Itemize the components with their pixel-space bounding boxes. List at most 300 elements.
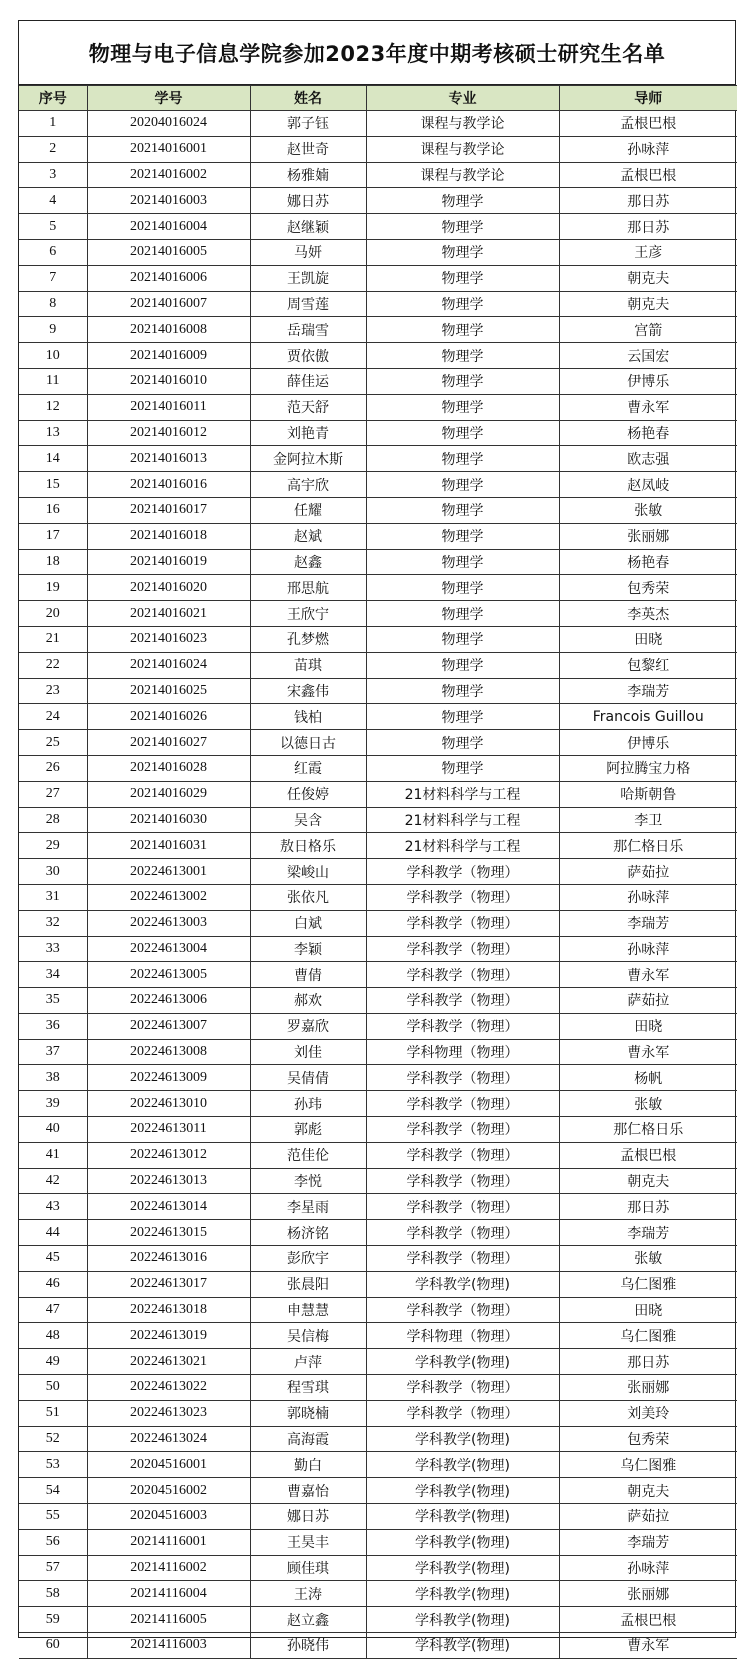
- cell-student-id: 20214016004: [87, 214, 250, 240]
- cell-advisor: 杨艳春: [559, 549, 737, 575]
- cell-student-id: 20224613019: [87, 1323, 250, 1349]
- cell-index: 18: [19, 549, 87, 575]
- cell-name: 金阿拉木斯: [250, 446, 366, 472]
- cell-major: 课程与教学论: [366, 162, 559, 188]
- cell-name: 任耀: [250, 497, 366, 523]
- cell-name: 薛佳运: [250, 368, 366, 394]
- cell-name: 任俊婷: [250, 781, 366, 807]
- table-row: [19, 1065, 737, 1091]
- cell-advisor: 萨茹拉: [559, 859, 737, 885]
- cell-student-id: 20214116002: [87, 1555, 250, 1581]
- table-row: [19, 1349, 737, 1375]
- cell-major: 学科教学（物理）: [366, 1400, 559, 1426]
- cell-advisor: 包黎红: [559, 652, 737, 678]
- cell-major: 物理学: [366, 291, 559, 317]
- cell-student-id: 20204516002: [87, 1478, 250, 1504]
- cell-name: 张晨阳: [250, 1271, 366, 1297]
- table-row: [19, 214, 737, 240]
- cell-student-id: 20224613002: [87, 884, 250, 910]
- table-row: [19, 704, 737, 730]
- cell-major: 学科教学(物理): [366, 1349, 559, 1375]
- table-row: [19, 1091, 737, 1117]
- table-row: [19, 1607, 737, 1633]
- cell-index: 32: [19, 910, 87, 936]
- cell-index: 45: [19, 1246, 87, 1272]
- cell-major: 学科教学(物理): [366, 1426, 559, 1452]
- cell-index: 12: [19, 394, 87, 420]
- cell-advisor: 李瑞芳: [559, 910, 737, 936]
- cell-index: 54: [19, 1478, 87, 1504]
- cell-name: 吴含: [250, 807, 366, 833]
- cell-index: 41: [19, 1142, 87, 1168]
- cell-name: 张依凡: [250, 884, 366, 910]
- cell-name: 红霞: [250, 755, 366, 781]
- cell-name: 卢萍: [250, 1349, 366, 1375]
- cell-major: 学科教学（物理）: [366, 910, 559, 936]
- cell-index: 6: [19, 239, 87, 265]
- cell-major: 物理学: [366, 265, 559, 291]
- cell-student-id: 20224613012: [87, 1142, 250, 1168]
- cell-advisor: 张敏: [559, 1091, 737, 1117]
- table-row: [19, 601, 737, 627]
- cell-index: 7: [19, 265, 87, 291]
- cell-student-id: 20214016005: [87, 239, 250, 265]
- cell-advisor: 李卫: [559, 807, 737, 833]
- cell-name: 彭欣宇: [250, 1246, 366, 1272]
- cell-name: 李悦: [250, 1168, 366, 1194]
- cell-index: 47: [19, 1297, 87, 1323]
- cell-name: 王凯旋: [250, 265, 366, 291]
- table-row: [19, 1375, 737, 1401]
- cell-advisor: 张丽娜: [559, 1581, 737, 1607]
- cell-advisor: 朝克夫: [559, 1478, 737, 1504]
- table-row: [19, 497, 737, 523]
- cell-student-id: 20224613018: [87, 1297, 250, 1323]
- cell-index: 55: [19, 1504, 87, 1530]
- cell-student-id: 20214016021: [87, 601, 250, 627]
- cell-index: 2: [19, 136, 87, 162]
- cell-student-id: 20214016001: [87, 136, 250, 162]
- cell-major: 物理学: [366, 343, 559, 369]
- table-row: [19, 1194, 737, 1220]
- cell-student-id: 20214016023: [87, 626, 250, 652]
- header-advisor: 导师: [559, 86, 737, 111]
- cell-student-id: 20224613008: [87, 1039, 250, 1065]
- cell-advisor: Francois Guillou: [559, 704, 737, 730]
- cell-name: 钱柏: [250, 704, 366, 730]
- cell-index: 34: [19, 962, 87, 988]
- cell-advisor: 朝克夫: [559, 1168, 737, 1194]
- cell-index: 33: [19, 936, 87, 962]
- table-row: [19, 523, 737, 549]
- table-row: [19, 136, 737, 162]
- cell-advisor: 孙咏萍: [559, 884, 737, 910]
- cell-index: 22: [19, 652, 87, 678]
- cell-index: 30: [19, 859, 87, 885]
- cell-advisor: 那日苏: [559, 1194, 737, 1220]
- cell-student-id: 20214016018: [87, 523, 250, 549]
- cell-name: 贾依傲: [250, 343, 366, 369]
- cell-name: 娜日苏: [250, 188, 366, 214]
- header-name: 姓名: [250, 86, 366, 111]
- table-row: [19, 1039, 737, 1065]
- cell-major: 学科教学(物理): [366, 1633, 559, 1659]
- table-row: [19, 188, 737, 214]
- cell-student-id: 20224613021: [87, 1349, 250, 1375]
- table-row: [19, 575, 737, 601]
- cell-index: 16: [19, 497, 87, 523]
- cell-major: 学科教学(物理): [366, 1581, 559, 1607]
- table-row: [19, 1478, 737, 1504]
- cell-name: 孔梦燃: [250, 626, 366, 652]
- cell-name: 李颖: [250, 936, 366, 962]
- cell-major: 学科教学(物理): [366, 1478, 559, 1504]
- cell-advisor: 孙咏萍: [559, 936, 737, 962]
- cell-advisor: 包秀荣: [559, 1426, 737, 1452]
- table-row: [19, 755, 737, 781]
- cell-index: 8: [19, 291, 87, 317]
- cell-advisor: 田晓: [559, 626, 737, 652]
- cell-index: 42: [19, 1168, 87, 1194]
- table-row: [19, 678, 737, 704]
- table-row: [19, 1013, 737, 1039]
- table-row: [19, 394, 737, 420]
- cell-advisor: 那日苏: [559, 1349, 737, 1375]
- cell-advisor: 乌仁图雅: [559, 1452, 737, 1478]
- cell-name: 周雪莲: [250, 291, 366, 317]
- cell-advisor: 孟根巴根: [559, 111, 737, 137]
- table-row: [19, 291, 737, 317]
- table-row: [19, 446, 737, 472]
- cell-advisor: 孟根巴根: [559, 162, 737, 188]
- cell-name: 申慧慧: [250, 1297, 366, 1323]
- cell-name: 杨雅婻: [250, 162, 366, 188]
- cell-major: 物理学: [366, 239, 559, 265]
- cell-advisor: 朝克夫: [559, 291, 737, 317]
- document-title: 物理与电子信息学院参加2023年度中期考核硕士研究生名单: [19, 21, 735, 85]
- cell-advisor: 杨艳春: [559, 420, 737, 446]
- cell-major: 物理学: [366, 188, 559, 214]
- cell-major: 学科教学（物理）: [366, 1297, 559, 1323]
- table-row: [19, 111, 737, 137]
- cell-student-id: 20214116003: [87, 1633, 250, 1659]
- cell-student-id: 20224613010: [87, 1091, 250, 1117]
- cell-student-id: 20214016025: [87, 678, 250, 704]
- cell-advisor: 李英杰: [559, 601, 737, 627]
- cell-student-id: 20214016010: [87, 368, 250, 394]
- cell-student-id: 20224613013: [87, 1168, 250, 1194]
- cell-advisor: 那仁格日乐: [559, 833, 737, 859]
- cell-index: 14: [19, 446, 87, 472]
- cell-index: 5: [19, 214, 87, 240]
- cell-name: 孙晓伟: [250, 1633, 366, 1659]
- cell-student-id: 20214116005: [87, 1607, 250, 1633]
- cell-index: 1: [19, 111, 87, 137]
- cell-student-id: 20214016024: [87, 652, 250, 678]
- table-row: [19, 420, 737, 446]
- cell-name: 吴倩倩: [250, 1065, 366, 1091]
- cell-index: 60: [19, 1633, 87, 1659]
- cell-index: 29: [19, 833, 87, 859]
- table-row: [19, 472, 737, 498]
- table-row: [19, 859, 737, 885]
- cell-advisor: 张敏: [559, 497, 737, 523]
- cell-advisor: 伊博乐: [559, 730, 737, 756]
- cell-major: 物理学: [366, 549, 559, 575]
- cell-name: 李星雨: [250, 1194, 366, 1220]
- cell-name: 马妍: [250, 239, 366, 265]
- cell-student-id: 20224613023: [87, 1400, 250, 1426]
- cell-name: 以德日古: [250, 730, 366, 756]
- table-row: [19, 1452, 737, 1478]
- cell-advisor: 萨茹拉: [559, 1504, 737, 1530]
- cell-index: 13: [19, 420, 87, 446]
- cell-major: 21材料科学与工程: [366, 833, 559, 859]
- cell-index: 57: [19, 1555, 87, 1581]
- cell-name: 岳瑞雪: [250, 317, 366, 343]
- cell-major: 学科教学（物理）: [366, 988, 559, 1014]
- table-row: [19, 549, 737, 575]
- cell-student-id: 20224613003: [87, 910, 250, 936]
- cell-name: 邢思航: [250, 575, 366, 601]
- table-row: [19, 1168, 737, 1194]
- cell-major: 21材料科学与工程: [366, 781, 559, 807]
- cell-student-id: 20214016026: [87, 704, 250, 730]
- cell-student-id: 20224613009: [87, 1065, 250, 1091]
- cell-major: 学科物理（物理）: [366, 1323, 559, 1349]
- cell-advisor: 云国宏: [559, 343, 737, 369]
- cell-index: 51: [19, 1400, 87, 1426]
- cell-student-id: 20224613007: [87, 1013, 250, 1039]
- cell-advisor: 欧志强: [559, 446, 737, 472]
- cell-advisor: 李瑞芳: [559, 1529, 737, 1555]
- cell-major: 物理学: [366, 601, 559, 627]
- cell-advisor: 那日苏: [559, 188, 737, 214]
- cell-name: 吴信梅: [250, 1323, 366, 1349]
- cell-advisor: 赵凤岐: [559, 472, 737, 498]
- cell-name: 顾佳琪: [250, 1555, 366, 1581]
- cell-name: 敖日格乐: [250, 833, 366, 859]
- cell-index: 11: [19, 368, 87, 394]
- cell-advisor: 曹永军: [559, 394, 737, 420]
- cell-index: 26: [19, 755, 87, 781]
- cell-advisor: 田晓: [559, 1013, 737, 1039]
- table-row: [19, 884, 737, 910]
- cell-name: 赵世奇: [250, 136, 366, 162]
- cell-name: 娜日苏: [250, 1504, 366, 1530]
- cell-student-id: 20224613001: [87, 859, 250, 885]
- cell-major: 物理学: [366, 575, 559, 601]
- cell-student-id: 20214016008: [87, 317, 250, 343]
- cell-advisor: 包秀荣: [559, 575, 737, 601]
- cell-student-id: 20214016013: [87, 446, 250, 472]
- table-row: [19, 730, 737, 756]
- cell-advisor: 阿拉腾宝力格: [559, 755, 737, 781]
- cell-index: 50: [19, 1375, 87, 1401]
- cell-index: 15: [19, 472, 87, 498]
- cell-name: 曹嘉怡: [250, 1478, 366, 1504]
- cell-index: 35: [19, 988, 87, 1014]
- table-row: [19, 317, 737, 343]
- cell-student-id: 20214016006: [87, 265, 250, 291]
- cell-index: 58: [19, 1581, 87, 1607]
- cell-major: 物理学: [366, 446, 559, 472]
- cell-index: 28: [19, 807, 87, 833]
- cell-student-id: 20214016027: [87, 730, 250, 756]
- table-row: [19, 1297, 737, 1323]
- cell-index: 53: [19, 1452, 87, 1478]
- cell-major: 21材料科学与工程: [366, 807, 559, 833]
- cell-student-id: 20214016007: [87, 291, 250, 317]
- cell-major: 学科教学（物理）: [366, 1220, 559, 1246]
- cell-name: 高海霞: [250, 1426, 366, 1452]
- cell-student-id: 20224613014: [87, 1194, 250, 1220]
- cell-major: 物理学: [366, 626, 559, 652]
- header-student-id: 学号: [87, 86, 250, 111]
- cell-major: 学科教学（物理）: [366, 1246, 559, 1272]
- cell-advisor: 张丽娜: [559, 1375, 737, 1401]
- cell-index: 31: [19, 884, 87, 910]
- cell-major: 课程与教学论: [366, 111, 559, 137]
- cell-name: 高宇欣: [250, 472, 366, 498]
- cell-advisor: 孙咏萍: [559, 136, 737, 162]
- cell-advisor: 曹永军: [559, 962, 737, 988]
- cell-name: 郭子钰: [250, 111, 366, 137]
- table-row: [19, 162, 737, 188]
- table-row: [19, 1246, 737, 1272]
- cell-student-id: 20214116001: [87, 1529, 250, 1555]
- cell-major: 学科教学（物理）: [366, 1091, 559, 1117]
- cell-index: 4: [19, 188, 87, 214]
- cell-advisor: 张丽娜: [559, 523, 737, 549]
- cell-advisor: 伊博乐: [559, 368, 737, 394]
- cell-advisor: 孙咏萍: [559, 1555, 737, 1581]
- table-row: [19, 988, 737, 1014]
- cell-advisor: 宫箭: [559, 317, 737, 343]
- cell-major: 学科教学（物理）: [366, 1375, 559, 1401]
- table-row: [19, 936, 737, 962]
- table-row: [19, 1555, 737, 1581]
- cell-index: 43: [19, 1194, 87, 1220]
- cell-major: 学科教学(物理): [366, 1271, 559, 1297]
- cell-advisor: 张敏: [559, 1246, 737, 1272]
- cell-major: 物理学: [366, 214, 559, 240]
- cell-index: 10: [19, 343, 87, 369]
- cell-advisor: 朝克夫: [559, 265, 737, 291]
- cell-name: 孙玮: [250, 1091, 366, 1117]
- table-row: [19, 781, 737, 807]
- table-row: [19, 626, 737, 652]
- student-table: [19, 85, 737, 1659]
- cell-student-id: 20214016030: [87, 807, 250, 833]
- cell-index: 39: [19, 1091, 87, 1117]
- cell-name: 罗嘉欣: [250, 1013, 366, 1039]
- cell-student-id: 20214016002: [87, 162, 250, 188]
- cell-student-id: 20224613016: [87, 1246, 250, 1272]
- cell-advisor: 哈斯朝鲁: [559, 781, 737, 807]
- cell-name: 曹倩: [250, 962, 366, 988]
- cell-index: 44: [19, 1220, 87, 1246]
- table-row: [19, 1323, 737, 1349]
- cell-student-id: 20224613011: [87, 1117, 250, 1143]
- cell-student-id: 20214016031: [87, 833, 250, 859]
- table-header-row: [19, 86, 737, 111]
- cell-advisor: 王彦: [559, 239, 737, 265]
- cell-name: 程雪琪: [250, 1375, 366, 1401]
- cell-advisor: 乌仁图雅: [559, 1271, 737, 1297]
- table-row: [19, 1633, 737, 1659]
- cell-student-id: 20224613024: [87, 1426, 250, 1452]
- cell-index: 59: [19, 1607, 87, 1633]
- cell-major: 学科教学(物理): [366, 1607, 559, 1633]
- cell-name: 白斌: [250, 910, 366, 936]
- cell-student-id: 20224613022: [87, 1375, 250, 1401]
- table-row: [19, 239, 737, 265]
- cell-student-id: 20214016011: [87, 394, 250, 420]
- cell-student-id: 20214016012: [87, 420, 250, 446]
- cell-index: 56: [19, 1529, 87, 1555]
- cell-major: 学科教学（物理）: [366, 1117, 559, 1143]
- cell-advisor: 刘美玲: [559, 1400, 737, 1426]
- table-row: [19, 368, 737, 394]
- cell-index: 40: [19, 1117, 87, 1143]
- cell-major: 学科教学（物理）: [366, 1194, 559, 1220]
- cell-name: 赵斌: [250, 523, 366, 549]
- cell-name: 杨济铭: [250, 1220, 366, 1246]
- cell-student-id: 20214016028: [87, 755, 250, 781]
- cell-major: 物理学: [366, 497, 559, 523]
- cell-name: 郭晓楠: [250, 1400, 366, 1426]
- cell-student-id: 20214016009: [87, 343, 250, 369]
- cell-index: 21: [19, 626, 87, 652]
- cell-index: 17: [19, 523, 87, 549]
- cell-student-id: 20214016017: [87, 497, 250, 523]
- table-row: [19, 962, 737, 988]
- cell-major: 物理学: [366, 755, 559, 781]
- cell-name: 赵鑫: [250, 549, 366, 575]
- cell-student-id: 20204016024: [87, 111, 250, 137]
- cell-index: 3: [19, 162, 87, 188]
- cell-major: 物理学: [366, 704, 559, 730]
- cell-advisor: 孟根巴根: [559, 1607, 737, 1633]
- cell-major: 学科物理（物理）: [366, 1039, 559, 1065]
- cell-name: 王昊丰: [250, 1529, 366, 1555]
- cell-name: 刘艳青: [250, 420, 366, 446]
- cell-index: 9: [19, 317, 87, 343]
- cell-name: 郭彪: [250, 1117, 366, 1143]
- cell-student-id: 20224613015: [87, 1220, 250, 1246]
- cell-major: 学科教学(物理): [366, 1504, 559, 1530]
- cell-name: 赵继颖: [250, 214, 366, 240]
- cell-major: 学科教学（物理）: [366, 936, 559, 962]
- cell-advisor: 曹永军: [559, 1633, 737, 1659]
- cell-index: 46: [19, 1271, 87, 1297]
- cell-name: 王涛: [250, 1581, 366, 1607]
- cell-advisor: 萨茹拉: [559, 988, 737, 1014]
- table-row: [19, 1271, 737, 1297]
- cell-student-id: 20224613005: [87, 962, 250, 988]
- cell-name: 宋鑫伟: [250, 678, 366, 704]
- cell-major: 物理学: [366, 394, 559, 420]
- cell-major: 物理学: [366, 730, 559, 756]
- cell-major: 学科教学（物理）: [366, 859, 559, 885]
- cell-student-id: 20214016019: [87, 549, 250, 575]
- cell-advisor: 李瑞芳: [559, 1220, 737, 1246]
- table-row: [19, 807, 737, 833]
- table-row: [19, 1220, 737, 1246]
- cell-major: 物理学: [366, 523, 559, 549]
- cell-advisor: 曹永军: [559, 1039, 737, 1065]
